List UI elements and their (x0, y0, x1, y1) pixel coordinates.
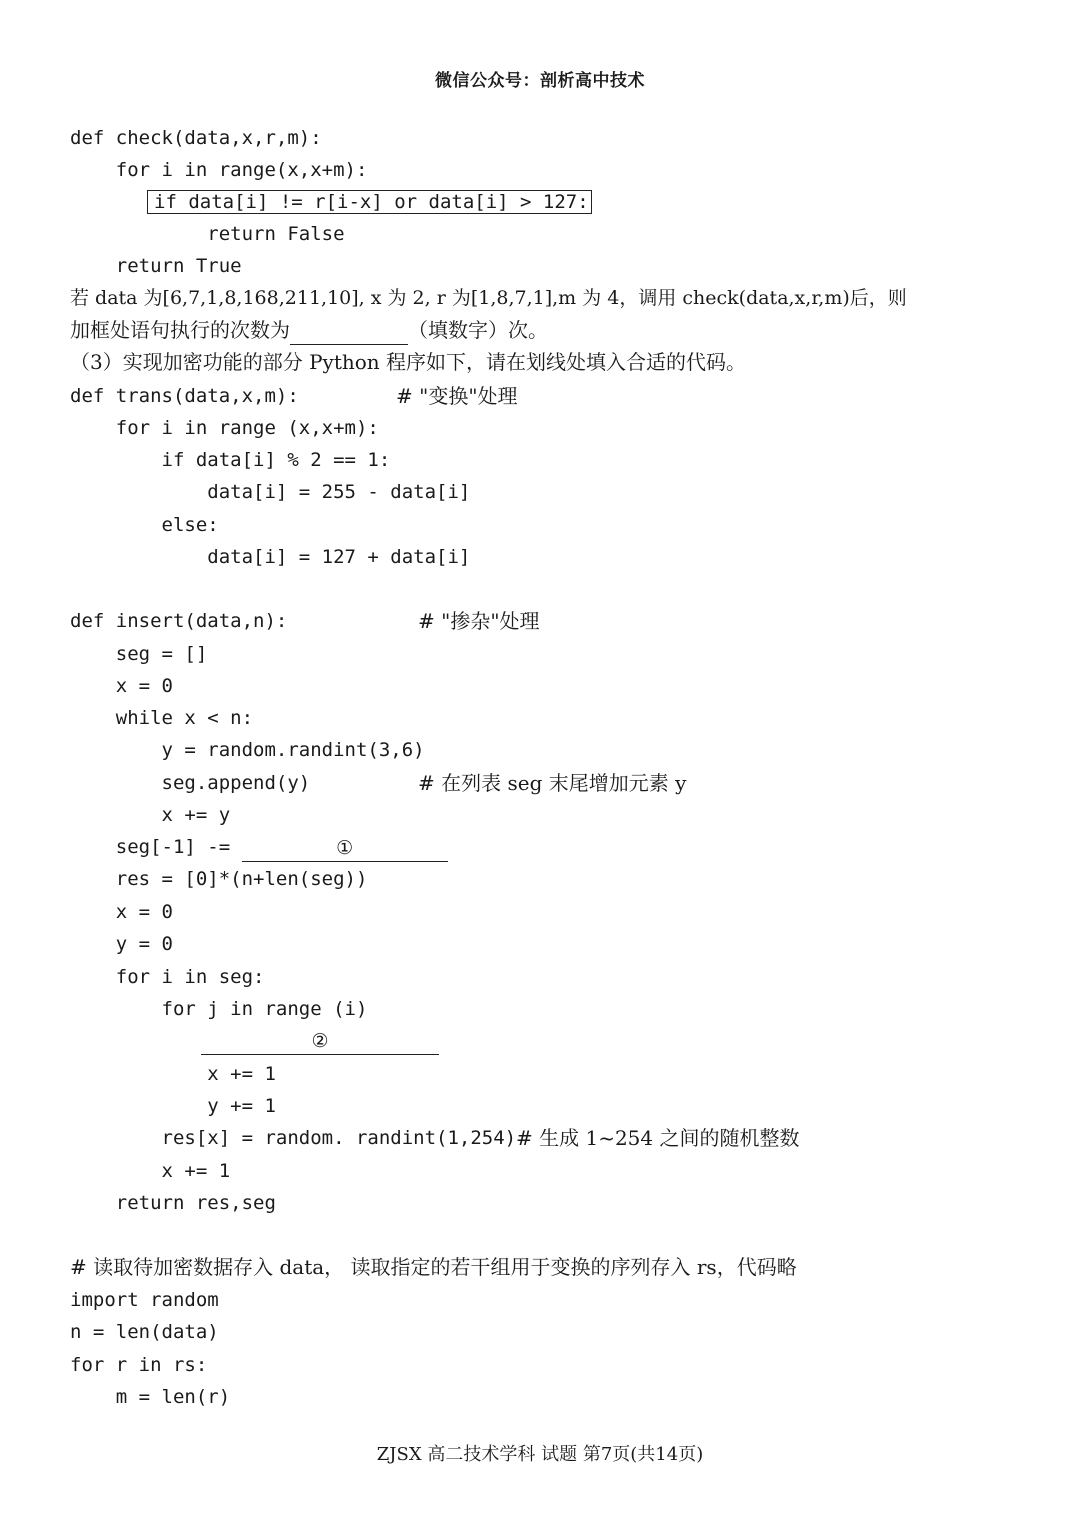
code-text: seg[-1] -= (70, 836, 242, 858)
answer-blank[interactable] (290, 320, 408, 345)
boxed-statement: if data[i] != r[i-x] or data[i] > 127: (147, 190, 592, 214)
code-line: m = len(r) (70, 1386, 231, 1408)
question-heading: （3）实现加密功能的部分 Python 程序如下，请在划线处填入合适的代码。 (70, 350, 747, 374)
question-text (70, 315, 548, 345)
code-line: y = 0 (70, 933, 173, 955)
code-line: while x < n: (70, 707, 254, 729)
code-line: for i in range(x,x+m): (70, 159, 368, 181)
code-line: y = random.randint(3,6) (70, 739, 425, 761)
code-line: x = 0 (70, 675, 173, 697)
code-comment: # 生成 1~254 之间的随机整数 (516, 1126, 800, 1150)
code-line: for i in range (x,x+m): (70, 417, 379, 439)
code-line: x += y (70, 804, 231, 826)
code-line: return True (70, 255, 242, 277)
code-line: return False (70, 223, 345, 245)
code-line: y += 1 (70, 1095, 276, 1117)
code-line-with-blank (70, 832, 448, 862)
page-footer: ZJSX 高二技术学科 试题 第7页(共14页) (376, 1444, 704, 1465)
code-line: data[i] = 255 - data[i] (70, 481, 471, 503)
code-line: import random (70, 1289, 219, 1311)
code-line: x = 0 (70, 901, 173, 923)
code-comment: # "掺杂"处理 (418, 609, 540, 633)
code-line-with-blank (201, 1025, 439, 1055)
code-line: res = [0]*(n+len(seg)) (70, 868, 368, 890)
blank-1-label: ① (336, 837, 354, 859)
code-line: for i in seg: (70, 966, 265, 988)
question-text: 若 data 为[6,7,1,8,168,211,10], x 为 2, r 为[1,8,7,1],m 为 4，调用 check(data,x,r,m)后，则 (70, 287, 907, 309)
code-line: def check(data,x,r,m): (70, 127, 322, 149)
question-text-post: （填数字）次。 (408, 318, 548, 342)
code-comment: # 读取待加密数据存入 data， 读取指定的若干组用于变换的序列存入 rs，代码略 (70, 1255, 797, 1279)
fill-blank-1[interactable] (242, 837, 448, 862)
code-line: seg.append(y) (70, 772, 311, 794)
code-line: def insert(data,n): (70, 610, 288, 632)
code-line: for r in rs: (70, 1354, 208, 1376)
code-line: n = len(data) (70, 1321, 219, 1343)
code-line: for j in range (i) (70, 998, 368, 1020)
question-text-pre: 加框处语句执行的次数为 (70, 318, 290, 342)
fill-blank-2[interactable] (201, 1030, 439, 1055)
code-comment: # "变换"处理 (396, 384, 518, 408)
code-line-boxed (147, 187, 592, 217)
code-line: return res,seg (70, 1192, 276, 1214)
page-header: 微信公众号：剖析高中技术 (435, 71, 645, 91)
code-line: else: (70, 514, 219, 536)
blank-2-label: ② (311, 1030, 329, 1052)
code-line: def trans(data,x,m): (70, 385, 299, 407)
code-line: x += 1 (70, 1160, 231, 1182)
code-line: seg = [] (70, 643, 208, 665)
code-line: res[x] = random. randint(1,254) (70, 1127, 517, 1149)
code-line: data[i] = 127 + data[i] (70, 546, 471, 568)
code-comment: # 在列表 seg 末尾增加元素 y (418, 771, 687, 795)
code-line: x += 1 (70, 1063, 276, 1085)
code-line: if data[i] % 2 == 1: (70, 449, 391, 471)
